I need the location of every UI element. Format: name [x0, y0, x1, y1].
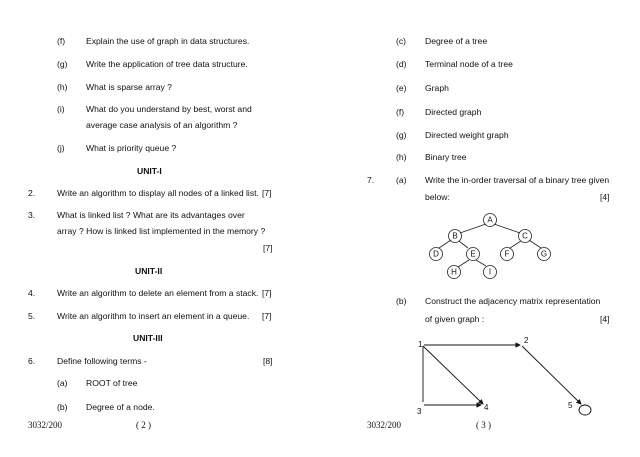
item-text: Explain the use of graph in data structures. — [86, 36, 250, 46]
graph-node-2: 2 — [524, 336, 529, 345]
footer-code: 3032/200 — [28, 420, 63, 430]
tree-label: G — [540, 249, 548, 259]
question-marks: [4] — [600, 314, 610, 324]
question-text: Define following terms - — [57, 356, 147, 366]
item-label: (c) — [396, 36, 407, 46]
item-label: (j) — [57, 143, 65, 153]
item-label: (a) — [396, 175, 407, 185]
question-marks: [8] — [263, 356, 273, 366]
item-label: (i) — [57, 104, 65, 114]
question-marks: [7] — [263, 243, 273, 253]
directed-graph-diagram — [410, 332, 600, 422]
item-text: average case analysis of an algorithm ? — [86, 120, 238, 130]
item-label: (h) — [396, 152, 407, 162]
item-text: Degree of a node. — [86, 402, 155, 412]
item-text: Directed graph — [425, 107, 482, 117]
question-number: 3. — [28, 210, 36, 220]
question-marks: [4] — [600, 192, 610, 202]
question-marks: [7] — [262, 288, 272, 298]
tree-label: D — [433, 249, 439, 259]
question-number: 2. — [28, 188, 36, 198]
unit-heading: UNIT-III — [133, 333, 163, 343]
question-text: Write an algorithm to display all nodes of a linked list. — [57, 188, 259, 198]
graph-node-5: 5 — [568, 401, 573, 410]
item-text: Degree of a tree — [425, 36, 488, 46]
item-text: What do you understand by best, worst and — [86, 104, 252, 114]
item-label: (b) — [57, 402, 68, 412]
page-number: ( 3 ) — [476, 420, 491, 430]
item-text: What is sparse array ? — [86, 82, 172, 92]
question-number: 6. — [28, 356, 36, 366]
question-number: 4. — [28, 288, 36, 298]
item-label: (h) — [57, 82, 68, 92]
question-text: What is linked list ? What are its advantages over — [57, 210, 245, 220]
item-label: (b) — [396, 296, 407, 306]
graph-node-3: 3 — [417, 407, 422, 416]
item-label: (f) — [57, 36, 66, 46]
item-text: Graph — [425, 83, 449, 93]
page-number: ( 2 ) — [136, 420, 151, 430]
item-text: Binary tree — [425, 152, 467, 162]
item-text: What is priority queue ? — [86, 143, 177, 153]
footer-code: 3032/200 — [367, 420, 402, 430]
question-number: 5. — [28, 311, 36, 321]
item-text: ROOT of tree — [86, 378, 138, 388]
question-text: array ? How is linked list implemented in the memory ? — [57, 226, 266, 236]
tree-label: C — [522, 231, 528, 241]
item-label: (g) — [396, 130, 407, 140]
item-label: (d) — [396, 59, 407, 69]
item-label: (g) — [57, 59, 68, 69]
item-label: (a) — [57, 378, 68, 388]
item-text: Directed weight graph — [425, 130, 509, 140]
unit-heading: UNIT-II — [135, 266, 163, 276]
question-text: Write an algorithm to insert an element in a queue. — [57, 311, 250, 321]
question-text: Write an algorithm to delete an element from a stack. — [57, 288, 259, 298]
question-marks: [7] — [262, 188, 272, 198]
tree-label: B — [452, 231, 458, 241]
question-number: 7. — [367, 175, 375, 185]
self-loop — [579, 405, 591, 415]
tree-label: E — [470, 249, 476, 259]
question-text: below: — [425, 192, 450, 202]
tree-label: H — [451, 267, 457, 277]
graph-node-4: 4 — [484, 403, 489, 412]
item-text: Terminal node of a tree — [425, 59, 513, 69]
question-text: Write the in-order traversal of a binary tree given — [425, 175, 610, 185]
question-text: Construct the adjacency matrix representation — [425, 296, 601, 306]
binary-tree-diagram — [420, 205, 560, 285]
tree-label: F — [504, 249, 510, 259]
question-marks: [7] — [262, 311, 272, 321]
item-label: (e) — [396, 83, 407, 93]
graph-node-1: 1 — [418, 340, 423, 349]
tree-label: A — [487, 215, 493, 225]
tree-label: I — [488, 267, 492, 277]
item-label: (f) — [396, 107, 405, 117]
item-text: Write the application of tree data structure. — [86, 59, 248, 69]
question-text: of given graph : — [425, 314, 485, 324]
unit-heading: UNIT-I — [137, 166, 162, 176]
